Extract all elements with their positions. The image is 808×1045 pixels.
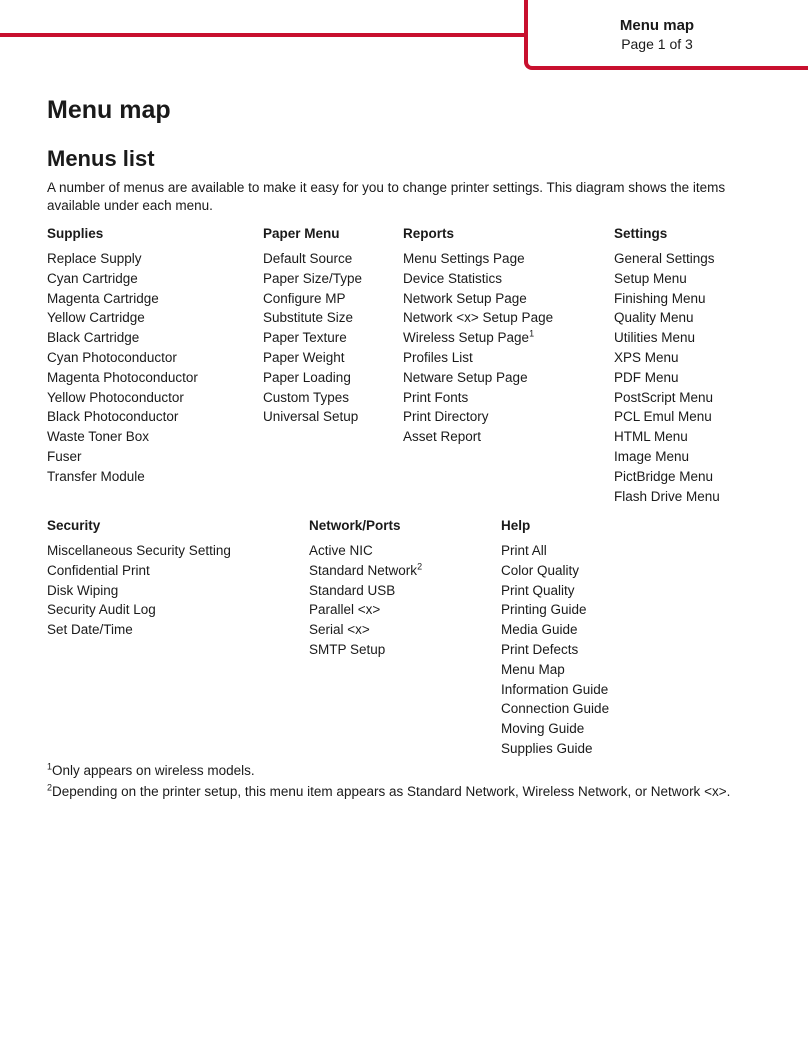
list-item: Network <x> Setup Page (403, 310, 554, 326)
footnote-text: Depending on the printer setup, this menu item appears as Standard Network, Wireless Network, or Network <x>. (52, 784, 731, 799)
list-item: Moving Guide (501, 721, 585, 737)
list-item: Paper Size/Type (263, 270, 363, 286)
list-item: Cyan Photoconductor (47, 349, 177, 365)
help-column (501, 517, 609, 759)
list-item: Menu Map (501, 661, 565, 677)
supplies-list (47, 249, 198, 487)
list-item: Custom Types (263, 389, 350, 405)
list-item: Print Quality (501, 582, 575, 598)
header-title: Menu map (619, 17, 695, 34)
footnote-text: Only appears on wireless models. (52, 763, 255, 778)
list-item: Paper Texture (263, 330, 347, 346)
list-item: Substitute Size (263, 310, 354, 326)
list-item: Media Guide (501, 622, 578, 638)
footnote-number: 1 (47, 761, 53, 772)
list-item: Fuser (47, 448, 82, 464)
list-item: PDF Menu (614, 369, 679, 385)
list-item: Configure MP (263, 290, 346, 306)
list-item: Quality Menu (614, 310, 694, 326)
list-item: Yellow Photoconductor (47, 389, 184, 405)
help-list (501, 541, 609, 759)
footnote-1 (47, 763, 255, 778)
list-item: Standard USB (309, 582, 396, 598)
list-item: Serial <x> (309, 622, 370, 638)
list-item: PostScript Menu (614, 389, 714, 405)
security-list (47, 541, 231, 640)
paper-menu-title: Paper Menu (263, 226, 340, 241)
settings-column (614, 225, 720, 506)
page-number: Page 1 of 3 (621, 36, 693, 52)
list-item-label: Wireless Setup Page (403, 330, 530, 346)
list-item: Parallel <x> (309, 602, 381, 618)
list-item: Device Statistics (403, 270, 503, 286)
list-item: Black Photoconductor (47, 409, 179, 425)
footnote-marker: 1 (529, 328, 535, 339)
list-item: Asset Report (403, 429, 482, 445)
list-item: Yellow Cartridge (47, 310, 145, 326)
list-item: Confidential Print (47, 562, 150, 578)
list-item: Setup Menu (614, 270, 687, 286)
list-item: Menu Settings Page (403, 251, 525, 266)
list-item-wireless-setup (403, 328, 553, 348)
list-item: Disk Wiping (47, 582, 119, 598)
list-item: Connection Guide (501, 701, 610, 717)
list-item: Paper Weight (263, 349, 345, 365)
list-item: PictBridge Menu (614, 468, 714, 484)
reports-title: Reports (403, 226, 455, 241)
help-title: Help (501, 518, 531, 533)
network-ports-title: Network/Ports (309, 518, 401, 533)
list-item: Netware Setup Page (403, 369, 528, 385)
paper-menu-column (263, 225, 362, 427)
supplies-title: Supplies (47, 226, 104, 241)
footnote-2 (47, 784, 730, 799)
list-item: Black Cartridge (47, 330, 140, 346)
list-item: Network Setup Page (403, 290, 527, 306)
list-item: Print All (501, 543, 547, 558)
settings-list (614, 249, 720, 506)
list-item-label: Standard Network (309, 562, 418, 578)
list-item: Transfer Module (47, 468, 145, 484)
footnote-number: 2 (47, 782, 53, 793)
list-item: Set Date/Time (47, 622, 133, 638)
network-ports-column (309, 517, 422, 660)
security-column (47, 517, 231, 640)
list-item: Default Source (263, 251, 353, 266)
intro-paragraph: A number of menus are available to make it easy for you to change printer settings. This diagram shows the items available under each menu. (47, 180, 726, 213)
reports-list (403, 249, 553, 447)
list-item: Printing Guide (501, 602, 587, 618)
list-item: Image Menu (614, 448, 690, 464)
list-item: Paper Loading (263, 369, 351, 385)
list-item: Flash Drive Menu (614, 488, 720, 504)
page-title: Menu map (47, 96, 171, 124)
list-item: HTML Menu (614, 429, 688, 445)
supplies-column (47, 225, 198, 487)
list-item: Replace Supply (47, 251, 142, 266)
list-item: Color Quality (501, 562, 580, 578)
list-item: Universal Setup (263, 409, 359, 425)
list-item: SMTP Setup (309, 641, 386, 657)
header-tab-frame (524, 0, 808, 70)
list-item: PCL Emul Menu (614, 409, 712, 425)
list-item: Miscellaneous Security Setting (47, 543, 231, 558)
list-item: Magenta Photoconductor (47, 369, 198, 385)
list-item-standard-network (309, 561, 422, 581)
list-item: Finishing Menu (614, 290, 706, 306)
list-item: General Settings (614, 251, 715, 266)
header-rule (0, 33, 528, 37)
footnote-marker: 2 (417, 561, 423, 572)
section-title: Menus list (47, 146, 155, 171)
security-title: Security (47, 518, 101, 533)
network-ports-list (309, 541, 422, 660)
list-item: Profiles List (403, 349, 473, 365)
list-item: Waste Toner Box (47, 429, 150, 445)
reports-column (403, 225, 553, 447)
list-item: Security Audit Log (47, 602, 156, 618)
list-item: Information Guide (501, 681, 609, 697)
list-item: Cyan Cartridge (47, 270, 138, 286)
list-item: Magenta Cartridge (47, 290, 159, 306)
list-item: Utilities Menu (614, 330, 696, 346)
list-item: Active NIC (309, 543, 373, 558)
list-item: Supplies Guide (501, 740, 593, 756)
settings-title: Settings (614, 226, 668, 241)
list-item: Print Fonts (403, 389, 469, 405)
list-item: Print Defects (501, 641, 579, 657)
list-item: XPS Menu (614, 349, 679, 365)
paper-menu-list (263, 249, 362, 427)
list-item: Print Directory (403, 409, 489, 425)
